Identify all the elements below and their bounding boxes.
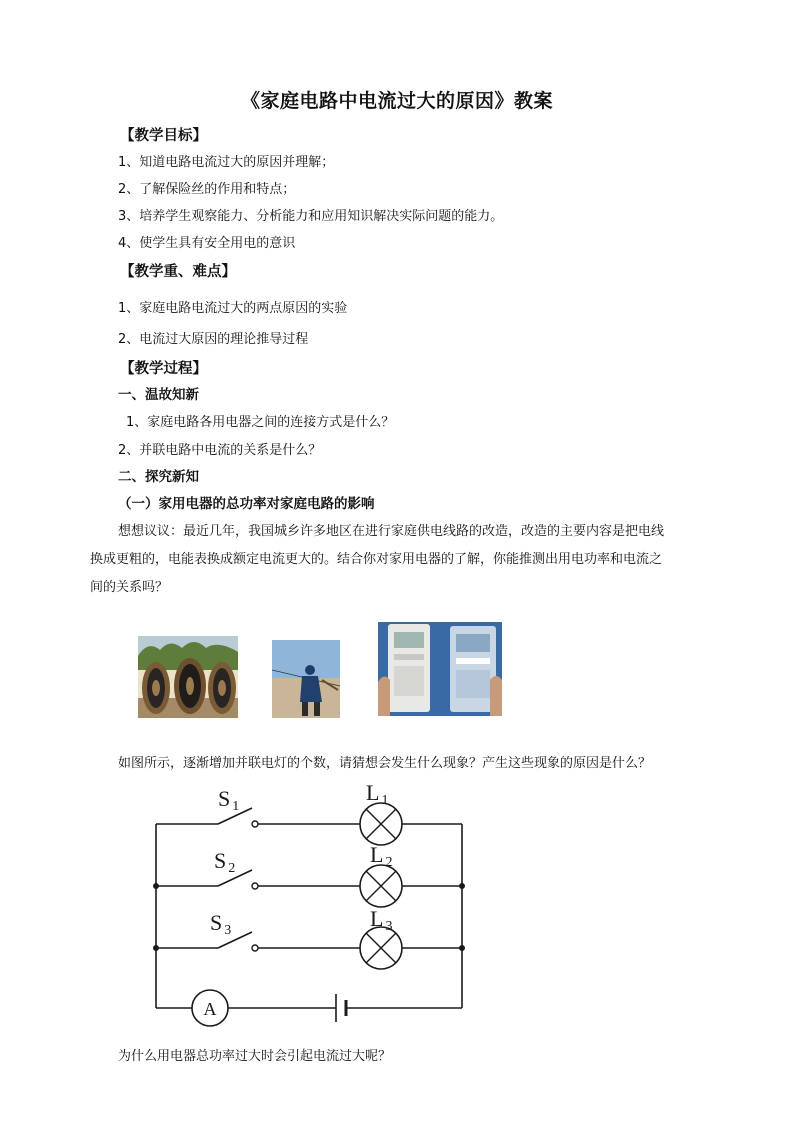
svg-text:L2: L 2 [370,842,393,870]
goals-heading: 【教学目标】 [120,128,207,144]
keypoints-heading: 【教学重、难点】 [120,264,236,280]
figure-question: 如图所示，逐渐增加并联电灯的个数，请猜想会发生什么现象？产生这些现象的原因是什么？ [118,756,652,771]
switch-label-s1: S [218,786,231,811]
svg-text:S3: S 3 [210,910,232,938]
lamp-label-l1: L [366,780,380,805]
keypoint-item: 1、家庭电路电流过大的两点原因的实验 [118,301,348,316]
discussion-line: 间的关系吗？ [90,580,169,595]
lamp-label-l3: L [370,906,384,931]
svg-text:L1: L 1 [366,780,389,808]
final-question: 为什么用电器总功率过大时会引起电流过大呢？ [118,1049,392,1064]
page-title: 《家庭电路中电流过大的原因》教案 [240,90,553,112]
process-heading: 【教学过程】 [120,361,207,377]
goal-item: 1、知道电路电流过大的原因并理解； [118,155,335,170]
parallel-circuit-diagram [140,780,480,1028]
switch-label-s2: S [214,848,227,873]
discussion-line: 换成更粗的，电能表换成额定电流更大的。结合你对家用电器的了解，你能推测出用电功率和电流之 [90,552,663,567]
section2-title: 二、探究新知 [118,469,199,485]
svg-text:S2: S 2 [214,848,236,876]
cable-spools-photo [138,636,238,718]
goal-item: 3、培养学生观察能力、分析能力和应用知识解决实际问题的能力。 [118,209,504,224]
goal-item: 4、使学生具有安全用电的意识 [118,236,296,251]
review-item: 1、家庭电路各用电器之间的连接方式是什么？ [126,415,395,430]
discussion-line: 想想议议：最近几年，我国城乡许多地区在进行家庭供电线路的改造，改造的主要内容是把电线 [118,524,665,539]
lamp-label-l2: L [370,842,384,867]
svg-text:S1: S 1 [218,786,240,814]
svg-text:L3: L 3 [370,906,393,934]
switch-label-s3: S [210,910,223,935]
electricity-meters-photo [378,622,502,716]
goal-item: 2、了解保险丝的作用和特点； [118,182,296,197]
ammeter-label: A [203,999,217,1019]
section1-title: 一、温故知新 [118,387,199,403]
line-worker-photo [272,640,340,718]
keypoint-item: 2、电流过大原因的理论推导过程 [118,332,309,347]
review-item: 2、并联电路中电流的关系是什么？ [118,443,322,458]
section2-subtitle: （一）家用电器的总功率对家庭电路的影响 [118,496,375,512]
